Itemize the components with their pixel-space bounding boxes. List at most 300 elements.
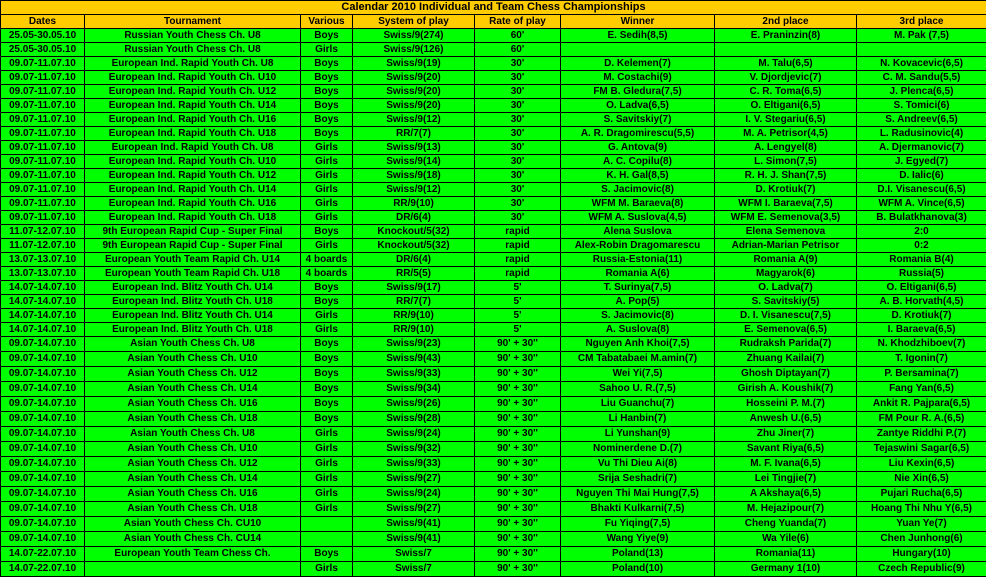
dates-cell: 25.05-30.05.10 [1,29,85,43]
second-place-cell: Zhuang Kailai(7) [715,352,857,367]
rate-cell: 30' [475,85,561,99]
tournament-cell: Asian Youth Chess Ch. U16 [85,487,301,502]
winner-cell: D. Kelemen(7) [561,57,715,71]
various-cell: Boys [301,547,353,562]
system-cell: Swiss/9(20) [353,71,475,85]
system-cell: Knockout/5(32) [353,239,475,253]
second-place-cell: Cheng Yuanda(7) [715,517,857,532]
winner-cell: Romania A(6) [561,267,715,281]
winner-cell: S. Jacimovic(8) [561,183,715,197]
various-cell: Boys [301,127,353,141]
tournament-cell: Asian Youth Chess Ch. CU14 [85,532,301,547]
various-cell: Girls [301,442,353,457]
second-place-cell: M. A. Petrisor(4,5) [715,127,857,141]
tournament-cell: Asian Youth Chess Ch. CU10 [85,517,301,532]
second-place-cell: Zhu Jiner(7) [715,427,857,442]
winner-cell: Li Yunshan(9) [561,427,715,442]
dates-cell: 09.07-14.07.10 [1,352,85,367]
system-cell: Knockout/5(32) [353,225,475,239]
system-cell: RR/9(10) [353,197,475,211]
tournament-cell: European Ind. Rapid Youth Ch. U16 [85,197,301,211]
tournament-cell: European Youth Team Rapid Ch. U18 [85,267,301,281]
second-place-cell: Romania(11) [715,547,857,562]
table-row [1,427,986,442]
winner-cell: WFM A. Suslova(4,5) [561,211,715,225]
dates-cell: 09.07-11.07.10 [1,197,85,211]
rate-cell: 90' + 30'' [475,457,561,472]
dates-cell: 11.07-12.07.10 [1,225,85,239]
system-cell: Swiss/9(34) [353,382,475,397]
winner-cell: CM Tabatabaei M.amin(7) [561,352,715,367]
tournament-cell: Asian Youth Chess Ch. U18 [85,412,301,427]
system-cell: Swiss/9(20) [353,85,475,99]
third-place-cell [857,43,986,57]
tournament-cell: Asian Youth Chess Ch. U8 [85,337,301,352]
dates-cell: 09.07-11.07.10 [1,211,85,225]
various-cell: 4 boards [301,267,353,281]
tournament-cell: Asian Youth Chess Ch. U12 [85,457,301,472]
system-cell: Swiss/9(126) [353,43,475,57]
various-cell: 4 boards [301,253,353,267]
various-cell: Girls [301,141,353,155]
winner-cell: Fu Yiqing(7,5) [561,517,715,532]
third-place-cell: P. Bersamina(7) [857,367,986,382]
third-place-cell: D. Krotiuk(7) [857,309,986,323]
various-cell: Girls [301,197,353,211]
second-place-cell: V. Djordjevic(7) [715,71,857,85]
table-row [1,487,986,502]
system-cell: Swiss/9(26) [353,397,475,412]
rate-cell: 90' + 30'' [475,337,561,352]
rate-cell: 5' [475,323,561,337]
rate-cell: 90' + 30'' [475,442,561,457]
table-row [1,309,986,323]
winner-cell: G. Antova(9) [561,141,715,155]
system-cell: Swiss/9(274) [353,29,475,43]
third-place-cell: Zantye Riddhi P.(7) [857,427,986,442]
rate-cell: 90' + 30'' [475,427,561,442]
winner-cell: A. Suslova(8) [561,323,715,337]
dates-cell: 09.07-14.07.10 [1,367,85,382]
table-row [1,323,986,337]
system-cell: Swiss/9(41) [353,517,475,532]
third-place-cell: M. Pak (7,5) [857,29,986,43]
table-row [1,457,986,472]
various-cell: Boys [301,382,353,397]
dates-cell: 09.07-14.07.10 [1,532,85,547]
dates-cell: 09.07-14.07.10 [1,502,85,517]
dates-cell: 14.07-22.07.10 [1,547,85,562]
dates-cell: 09.07-11.07.10 [1,155,85,169]
tournament-cell: European Ind. Blitz Youth Ch. U14 [85,281,301,295]
rate-cell: rapid [475,253,561,267]
system-cell: Swiss/9(43) [353,352,475,367]
system-cell: Swiss/9(18) [353,169,475,183]
table-row [1,225,986,239]
second-place-cell: E. Semenova(6,5) [715,323,857,337]
system-cell: Swiss/9(23) [353,337,475,352]
tournament-cell: European Ind. Rapid Youth Ch. U8 [85,141,301,155]
dates-cell: 09.07-14.07.10 [1,382,85,397]
system-cell: RR/7(7) [353,295,475,309]
tournament-cell: European Ind. Blitz Youth Ch. U14 [85,309,301,323]
winner-cell: Poland(10) [561,562,715,577]
second-place-cell: Adrian-Marian Petrisor [715,239,857,253]
second-place-cell: M. Hejazipour(7) [715,502,857,517]
system-cell: Swiss/9(17) [353,281,475,295]
winner-cell: M. Costachi(9) [561,71,715,85]
various-cell: Girls [301,183,353,197]
rate-cell: rapid [475,225,561,239]
various-cell: Girls [301,457,353,472]
winner-cell: Nominerdene D.(7) [561,442,715,457]
dates-cell: 09.07-14.07.10 [1,337,85,352]
second-place-cell: R. H. J. Shan(7,5) [715,169,857,183]
rate-cell: 90' + 30'' [475,547,561,562]
second-place-cell: WFM I. Baraeva(7,5) [715,197,857,211]
rate-cell: 30' [475,141,561,155]
header-row [1,15,986,29]
table-row [1,517,986,532]
various-cell: Boys [301,29,353,43]
rate-cell: 30' [475,169,561,183]
winner-cell: Bhakti Kulkarni(7,5) [561,502,715,517]
second-place-cell: D. Krotiuk(7) [715,183,857,197]
winner-cell: A. C. Copilu(8) [561,155,715,169]
table-row [1,85,986,99]
third-place-cell: D. Ialic(6) [857,169,986,183]
third-place-cell: Ankit R. Pajpara(6,5) [857,397,986,412]
winner-cell: Poland(13) [561,547,715,562]
table-row [1,211,986,225]
winner-cell: Nguyen Thi Mai Hung(7,5) [561,487,715,502]
various-cell: Girls [301,43,353,57]
third-place-cell: A. Djermanovic(7) [857,141,986,155]
third-place-cell: Liu Kexin(6,5) [857,457,986,472]
tournament-cell: Asian Youth Chess Ch. U8 [85,427,301,442]
tournament-cell: Asian Youth Chess Ch. U14 [85,382,301,397]
system-cell: RR/7(7) [353,127,475,141]
tournament-cell: European Ind. Rapid Youth Ch. U10 [85,155,301,169]
tournament-cell: European Ind. Rapid Youth Ch. U16 [85,113,301,127]
dates-cell: 09.07-14.07.10 [1,487,85,502]
various-cell: Boys [301,71,353,85]
dates-cell: 09.07-11.07.10 [1,183,85,197]
second-place-cell: D. I. Visanescu(7,5) [715,309,857,323]
rate-cell: 30' [475,183,561,197]
various-cell: Boys [301,352,353,367]
rate-cell: 90' + 30'' [475,517,561,532]
system-cell: Swiss/7 [353,562,475,577]
third-place-cell: Nie Xin(6,5) [857,472,986,487]
second-place-cell: Lei Tingjie(7) [715,472,857,487]
winner-cell: K. H. Gal(8,5) [561,169,715,183]
rate-cell: 90' + 30'' [475,532,561,547]
third-place-cell: Tejaswini Sagar(6,5) [857,442,986,457]
rate-cell: 60' [475,29,561,43]
tournament-cell: European Youth Team Chess Ch. [85,547,301,562]
system-cell: Swiss/9(27) [353,502,475,517]
dates-cell: 09.07-11.07.10 [1,99,85,113]
dates-cell: 09.07-11.07.10 [1,57,85,71]
third-place-cell: O. Eltigani(6,5) [857,281,986,295]
rate-cell: 90' + 30'' [475,397,561,412]
various-cell: Girls [301,239,353,253]
tournament-cell: 9th European Rapid Cup - Super Final [85,239,301,253]
table-body [1,29,986,577]
various-cell: Girls [301,309,353,323]
table-row [1,267,986,281]
rate-cell: 5' [475,295,561,309]
rate-cell: rapid [475,267,561,281]
second-place-cell: A. Lengyel(8) [715,141,857,155]
winner-cell: Srija Seshadri(7) [561,472,715,487]
tournament-cell: Asian Youth Chess Ch. U16 [85,397,301,412]
system-cell: RR/9(10) [353,323,475,337]
dates-cell: 25.05-30.05.10 [1,43,85,57]
second-place-cell [715,43,857,57]
table-row [1,532,986,547]
rate-cell: 90' + 30'' [475,412,561,427]
table-row [1,57,986,71]
column-header-second: 2nd place [715,15,857,29]
tournament-cell: European Ind. Blitz Youth Ch. U18 [85,323,301,337]
third-place-cell: Chen Junhong(6) [857,532,986,547]
third-place-cell: Fang Yan(6,5) [857,382,986,397]
winner-cell: WFM M. Baraeva(8) [561,197,715,211]
tournament-cell: European Ind. Rapid Youth Ch. U12 [85,85,301,99]
third-place-cell: J. Egyed(7) [857,155,986,169]
table-row [1,239,986,253]
third-place-cell: Pujari Rucha(6,5) [857,487,986,502]
tournament-cell: European Ind. Rapid Youth Ch. U10 [85,71,301,85]
winner-cell: Wang Yiye(9) [561,532,715,547]
tournament-cell: Russian Youth Chess Ch. U8 [85,43,301,57]
third-place-cell: FM Pour R. A.(6,5) [857,412,986,427]
various-cell [301,517,353,532]
second-place-cell: Magyarok(6) [715,267,857,281]
various-cell: Boys [301,225,353,239]
table-row [1,367,986,382]
dates-cell: 09.07-14.07.10 [1,427,85,442]
winner-cell: Vu Thi Dieu Ai(8) [561,457,715,472]
winner-cell: S. Savitskiy(7) [561,113,715,127]
table-row [1,547,986,562]
table-row [1,29,986,43]
second-place-cell: Romania A(9) [715,253,857,267]
winner-cell: Liu Guanchu(7) [561,397,715,412]
table-row [1,113,986,127]
tournament-cell: European Ind. Rapid Youth Ch. U18 [85,211,301,225]
second-place-cell: Rudraksh Parida(7) [715,337,857,352]
dates-cell: 14.07-14.07.10 [1,295,85,309]
rate-cell: 90' + 30'' [475,352,561,367]
table-row [1,352,986,367]
second-place-cell: Girish A. Koushik(7) [715,382,857,397]
winner-cell: Wei Yi(7,5) [561,367,715,382]
various-cell: Boys [301,295,353,309]
table-row [1,472,986,487]
third-place-cell: I. Baraeva(6,5) [857,323,986,337]
rate-cell: 60' [475,43,561,57]
dates-cell: 14.07-14.07.10 [1,323,85,337]
second-place-cell: Elena Semenova [715,225,857,239]
rate-cell: 90' + 30'' [475,502,561,517]
dates-cell: 09.07-14.07.10 [1,517,85,532]
various-cell: Girls [301,427,353,442]
tournament-cell: European Ind. Rapid Youth Ch. U14 [85,183,301,197]
various-cell: Girls [301,323,353,337]
table-row [1,155,986,169]
system-cell: Swiss/9(12) [353,113,475,127]
third-place-cell: S. Andreev(6,5) [857,113,986,127]
dates-cell: 14.07-14.07.10 [1,281,85,295]
third-place-cell: WFM A. Vince(6,5) [857,197,986,211]
winner-cell: T. Surinya(7,5) [561,281,715,295]
winner-cell: Sahoo U. R.(7,5) [561,382,715,397]
rate-cell: 90' + 30'' [475,382,561,397]
third-place-cell: T. Igonin(7) [857,352,986,367]
table-row [1,397,986,412]
system-cell: Swiss/9(24) [353,427,475,442]
system-cell: Swiss/9(28) [353,412,475,427]
third-place-cell: Yuan Ye(7) [857,517,986,532]
table-row [1,169,986,183]
various-cell: Boys [301,99,353,113]
table-row [1,281,986,295]
tournament-cell: Asian Youth Chess Ch. U14 [85,472,301,487]
rate-cell: 30' [475,211,561,225]
system-cell: Swiss/9(19) [353,57,475,71]
second-place-cell: Wa Yile(6) [715,532,857,547]
system-cell: Swiss/9(33) [353,367,475,382]
second-place-cell: E. Praninzin(8) [715,29,857,43]
dates-cell: 13.07-13.07.10 [1,267,85,281]
third-place-cell: J. Plenca(6,5) [857,85,986,99]
second-place-cell: Hosseini P. M.(7) [715,397,857,412]
tournament-cell: European Ind. Rapid Youth Ch. U14 [85,99,301,113]
tournament-cell: European Ind. Rapid Youth Ch. U12 [85,169,301,183]
second-place-cell: I. V. Stegariu(6,5) [715,113,857,127]
table-title: Calendar 2010 Individual and Team Chess Championships [0,0,986,14]
second-place-cell: O. Ladva(7) [715,281,857,295]
table-row [1,502,986,517]
second-place-cell: M. Talu(6,5) [715,57,857,71]
system-cell: Swiss/9(20) [353,99,475,113]
dates-cell: 14.07-14.07.10 [1,309,85,323]
winner-cell: Russia-Estonia(11) [561,253,715,267]
third-place-cell: S. Tomici(6) [857,99,986,113]
winner-cell: Li Hanbin(7) [561,412,715,427]
second-place-cell: A Akshaya(6,5) [715,487,857,502]
rate-cell: 30' [475,197,561,211]
various-cell: Girls [301,562,353,577]
second-place-cell: C. R. Toma(6,5) [715,85,857,99]
tournament-cell: Asian Youth Chess Ch. U10 [85,352,301,367]
table-row [1,43,986,57]
dates-cell: 09.07-14.07.10 [1,412,85,427]
rate-cell: 30' [475,71,561,85]
system-cell: Swiss/7 [353,547,475,562]
various-cell: Girls [301,169,353,183]
dates-cell: 09.07-11.07.10 [1,71,85,85]
tournament-cell: European Ind. Rapid Youth Ch. U18 [85,127,301,141]
system-cell: Swiss/9(13) [353,141,475,155]
system-cell: DR/6(4) [353,253,475,267]
table-row [1,71,986,85]
tournament-cell: European Ind. Blitz Youth Ch. U18 [85,295,301,309]
rate-cell: 30' [475,57,561,71]
various-cell: Boys [301,57,353,71]
table-row [1,183,986,197]
second-place-cell: Germany 1(10) [715,562,857,577]
system-cell: Swiss/9(12) [353,183,475,197]
various-cell: Girls [301,502,353,517]
second-place-cell: WFM E. Semenova(3,5) [715,211,857,225]
third-place-cell: B. Bulatkhanova(3) [857,211,986,225]
second-place-cell: S. Savitskiy(5) [715,295,857,309]
rate-cell: 5' [475,281,561,295]
third-place-cell: 2:0 [857,225,986,239]
rate-cell: rapid [475,239,561,253]
rate-cell: 90' + 30'' [475,562,561,577]
rate-cell: 90' + 30'' [475,367,561,382]
system-cell: Swiss/9(27) [353,472,475,487]
rate-cell: 30' [475,155,561,169]
table-row [1,382,986,397]
table-row [1,412,986,427]
system-cell: Swiss/9(24) [353,487,475,502]
various-cell: Girls [301,472,353,487]
second-place-cell: L. Simon(7,5) [715,155,857,169]
various-cell [301,532,353,547]
dates-cell: 09.07-14.07.10 [1,397,85,412]
rate-cell: 90' + 30'' [475,472,561,487]
winner-cell: E. Sedih(8,5) [561,29,715,43]
second-place-cell: Savant Riya(6,5) [715,442,857,457]
table-row [1,562,986,577]
tournament-cell: 9th European Rapid Cup - Super Final [85,225,301,239]
tournament-cell [85,562,301,577]
rate-cell: 30' [475,127,561,141]
system-cell: RR/9(10) [353,309,475,323]
system-cell: Swiss/9(32) [353,442,475,457]
winner-cell: Nguyen Anh Khoi(7,5) [561,337,715,352]
various-cell: Girls [301,155,353,169]
various-cell: Boys [301,281,353,295]
winner-cell: Alex-Robin Dragomarescu [561,239,715,253]
various-cell: Boys [301,397,353,412]
rate-cell: 30' [475,113,561,127]
various-cell: Girls [301,487,353,502]
third-place-cell: A. B. Horvath(4,5) [857,295,986,309]
various-cell: Boys [301,337,353,352]
table-row [1,99,986,113]
third-place-cell: Russia(5) [857,267,986,281]
table-row [1,442,986,457]
column-header-various: Various [301,15,353,29]
table-row [1,197,986,211]
column-header-winner: Winner [561,15,715,29]
various-cell: Boys [301,367,353,382]
rate-cell: 5' [475,309,561,323]
dates-cell: 09.07-14.07.10 [1,457,85,472]
various-cell: Boys [301,85,353,99]
third-place-cell: Czech Republic(9) [857,562,986,577]
table-row [1,141,986,155]
system-cell: DR/6(4) [353,211,475,225]
dates-cell: 09.07-11.07.10 [1,113,85,127]
